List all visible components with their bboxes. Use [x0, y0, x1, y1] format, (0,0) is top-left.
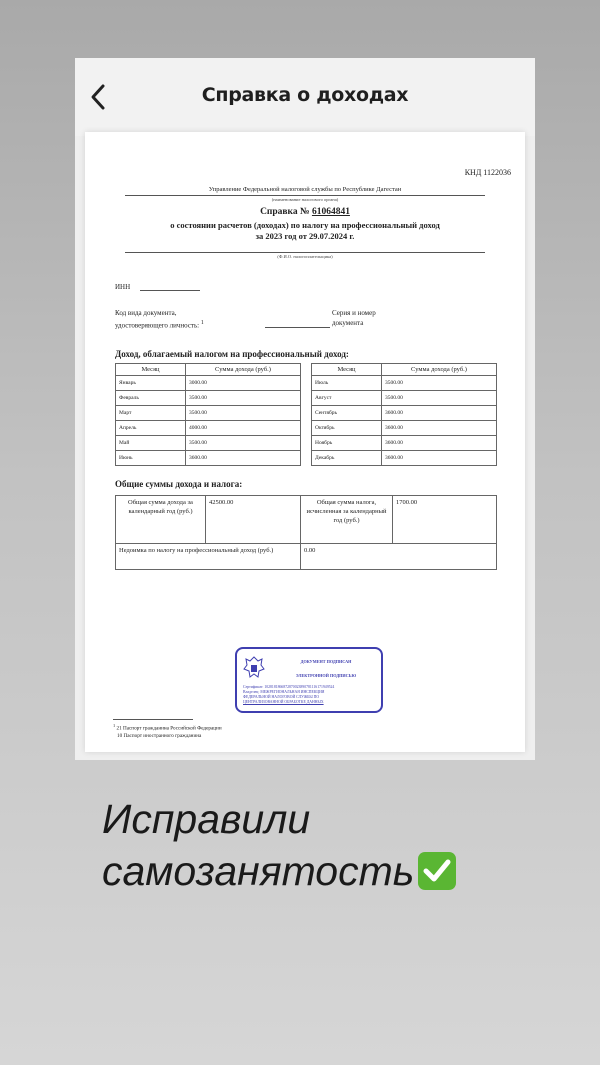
arrears-label: Недоимка по налогу на профессиональный доход (руб.)	[116, 544, 301, 570]
knd-code: КНД 1122036	[464, 168, 511, 177]
electronic-signature-stamp	[235, 647, 383, 713]
table-row	[312, 421, 497, 436]
totals-table	[115, 495, 497, 570]
certificate-number: 61064841	[311, 207, 350, 217]
amount-header: Сумма дохода (руб.)	[382, 364, 497, 376]
inn-label: ИНН	[115, 283, 131, 291]
amount-cell: 3500.00	[186, 436, 301, 451]
screenshot-card	[75, 58, 535, 760]
certificate-subtitle	[105, 220, 505, 242]
amount-cell: 3500.00	[382, 391, 497, 406]
authority-caption: (наименование налогового органа)	[271, 197, 339, 202]
stamp-owner-2: ФЕДЕРАЛЬНОЙ НАЛОГОВОЙ СЛУЖБЫ ПО	[243, 695, 320, 699]
table-row	[116, 544, 497, 570]
footnotes	[113, 722, 222, 740]
month-cell: Май	[116, 436, 186, 451]
stamp-line-2: ЭЛЕКТРОННОЙ ПОДПИСЬЮ	[295, 673, 357, 678]
app-header	[75, 58, 535, 136]
amount-cell: 3600.00	[382, 406, 497, 421]
amount-header: Сумма дохода (руб.)	[186, 364, 301, 376]
authority-underline	[125, 195, 485, 196]
stamp-cert: Сертификат: 1028181866872870023890781116171949524	[243, 685, 335, 689]
certificate-title	[85, 207, 525, 217]
income-heading: Доход, облагаемый налогом на профессиональный доход:	[115, 349, 349, 359]
footnote-mark: 1	[113, 723, 116, 728]
income-rows-left	[116, 376, 301, 466]
doc-type-label-line-1: Код вида документа,	[115, 309, 177, 317]
amount-cell: 3500.00	[186, 406, 301, 421]
table-row	[116, 421, 301, 436]
fio-caption: (Ф.И.О. налогоплательщика)	[277, 254, 333, 259]
month-cell: Июнь	[116, 451, 186, 466]
story-line-2-text: самозанятость	[102, 848, 415, 894]
month-cell: Январь	[116, 376, 186, 391]
month-cell: Февраль	[116, 391, 186, 406]
story-line-2	[102, 845, 522, 897]
stamp-line-1: ДОКУМЕНТ ПОДПИСАН	[300, 659, 352, 664]
table-header-row	[312, 364, 497, 376]
month-cell: Декабрь	[312, 451, 382, 466]
subtitle-line-1: о состоянии расчетов (доходах) по налогу на профессиональный доход	[170, 220, 440, 230]
series-label-line-1: Серия и номер	[332, 309, 376, 317]
amount-cell: 3600.00	[382, 436, 497, 451]
certificate-prefix: Справка №	[260, 207, 310, 217]
income-table-right	[311, 363, 497, 466]
story-caption	[102, 793, 522, 897]
inn-underline	[140, 290, 200, 291]
month-cell: Ноябрь	[312, 436, 382, 451]
amount-cell: 4000.00	[186, 421, 301, 436]
doc-type-label	[115, 308, 204, 330]
amount-cell: 3600.00	[186, 451, 301, 466]
month-cell: Март	[116, 406, 186, 421]
table-row	[312, 376, 497, 391]
month-cell: Сентябрь	[312, 406, 382, 421]
doc-type-footnote: 1	[200, 320, 204, 326]
income-table-left	[115, 363, 301, 466]
stamp-details	[243, 685, 379, 705]
month-header: Месяц	[116, 364, 186, 376]
income-rows-right	[312, 376, 497, 466]
total-tax-label: Общая сумма налога, исчисленная за календарный год (руб.)	[301, 496, 393, 544]
table-row	[116, 376, 301, 391]
table-row	[312, 406, 497, 421]
series-label	[332, 308, 376, 328]
subtitle-line-2: за 2023 год от 29.07.2024 г.	[255, 231, 355, 241]
stamp-owner-1: Владелец: МЕЖРЕГИОНАЛЬНАЯ ИНСПЕКЦИЯ	[243, 690, 325, 694]
month-cell: Октябрь	[312, 421, 382, 436]
amount-cell: 3600.00	[382, 421, 497, 436]
month-cell: Апрель	[116, 421, 186, 436]
doc-type-underline	[265, 327, 330, 328]
series-label-line-2: документа	[332, 319, 364, 327]
month-header: Месяц	[312, 364, 382, 376]
stamp-owner-3: ЦЕНТРАЛИЗОВАННОЙ ОБРАБОТКЕ ДАННЫХ	[243, 700, 324, 704]
footnote-line-1	[113, 722, 222, 733]
total-tax-value: 1700.00	[393, 496, 497, 544]
story-line-1: Исправили	[102, 796, 311, 842]
table-row	[312, 391, 497, 406]
month-cell: Июль	[312, 376, 382, 391]
table-row	[116, 436, 301, 451]
table-row	[116, 391, 301, 406]
tax-authority-name: Управление Федеральной налоговой службы по Республике Дагестан	[208, 186, 402, 193]
totals-heading: Общие суммы дохода и налога:	[115, 479, 243, 489]
table-row	[116, 406, 301, 421]
fio-underline	[125, 252, 485, 253]
table-row	[116, 451, 301, 466]
table-row	[116, 496, 497, 544]
arrears-value: 0.00	[301, 544, 497, 570]
emblem-icon	[242, 655, 266, 681]
amount-cell: 3500.00	[382, 376, 497, 391]
total-income-label: Общая сумма дохода за календарный год (руб.)	[116, 496, 206, 544]
amount-cell: 3000.00	[186, 376, 301, 391]
doc-type-label-text: удостоверяющего личность:	[115, 321, 200, 330]
amount-cell: 3600.00	[382, 451, 497, 466]
page-title: Справка о доходах	[201, 84, 409, 106]
footnote-text-1: 21 Паспорт гражданина Российской Федерации	[116, 725, 222, 732]
table-row	[312, 436, 497, 451]
month-cell: Август	[312, 391, 382, 406]
total-income-value: 42500.00	[206, 496, 301, 544]
doc-type-label-line-2	[115, 318, 204, 330]
amount-cell: 3500.00	[186, 391, 301, 406]
table-row	[312, 451, 497, 466]
income-certificate-document[interactable]	[85, 132, 525, 752]
footnote-divider	[113, 719, 193, 720]
table-header-row	[116, 364, 301, 376]
check-mark-button-icon	[418, 852, 456, 890]
footnote-line-2: 10 Паспорт иностранного гражданина	[117, 732, 202, 739]
